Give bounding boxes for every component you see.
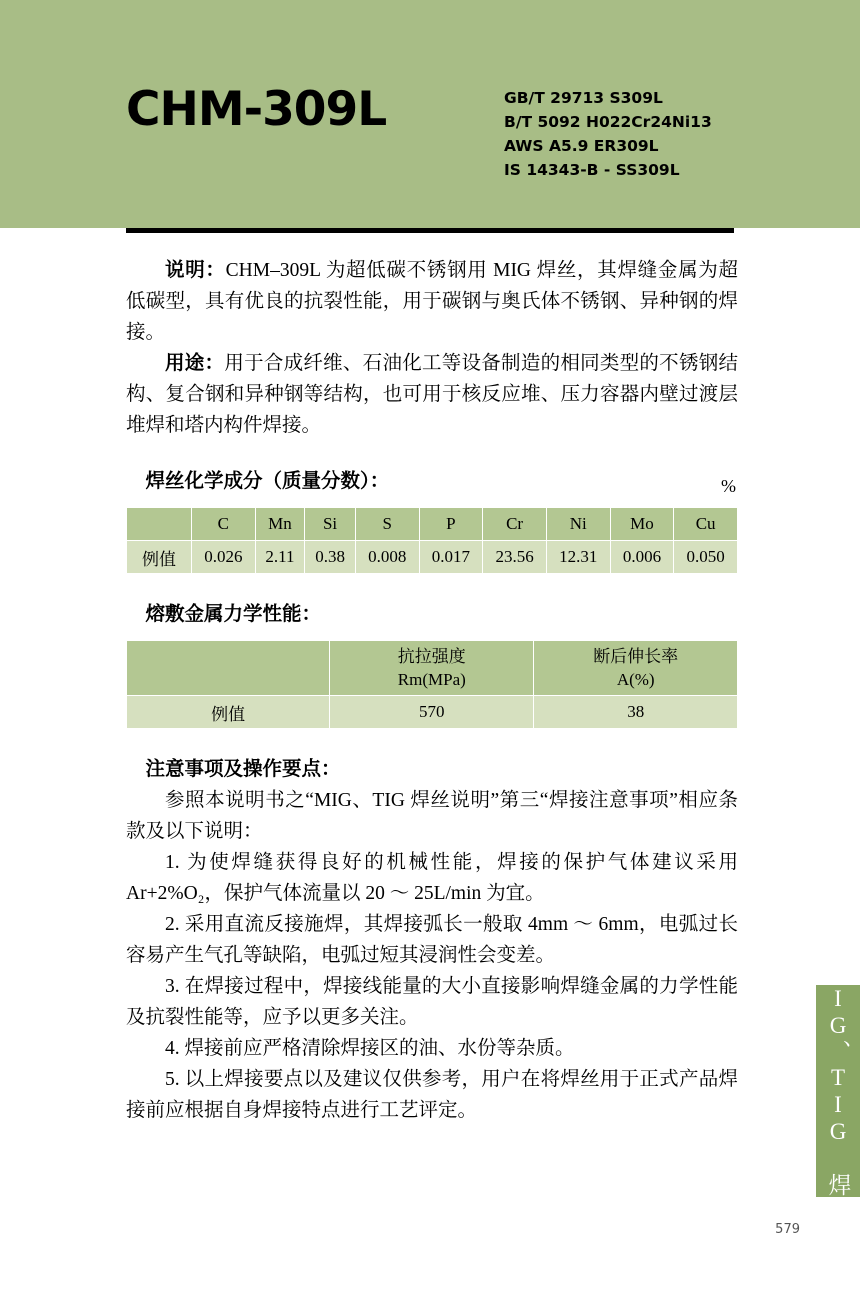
note-item: 1. 为使焊缝获得良好的机械性能，焊接的保护气体建议采用 Ar+2%O₂，保护气体流量以 20 ～ 25L/min 为宜。 <box>126 852 738 904</box>
table-header-row <box>127 508 738 541</box>
row-label: 例值 <box>127 541 192 574</box>
col-header-si: Si <box>305 508 356 541</box>
notes-list <box>126 785 738 1126</box>
standard-item: IS 14343-B - SS309L <box>504 161 680 179</box>
tensile-line1: 抗拉强度 <box>397 647 466 666</box>
elongation-line2: A(%) <box>616 670 655 689</box>
cell-si: 0.38 <box>305 541 356 574</box>
standards-list <box>504 86 734 182</box>
col-header-blank <box>127 508 192 541</box>
col-header-p: P <box>419 508 483 541</box>
usage-paragraph <box>126 348 738 441</box>
section-side-tab <box>816 959 860 1223</box>
note-item: 3. 在焊接过程中，焊接线能量的大小直接影响焊缝金属的力学性能及抗裂性能等，应予以更多关注。 <box>126 976 738 1028</box>
col-header-cu: Cu <box>674 508 738 541</box>
cell-elongation: 38 <box>534 696 738 729</box>
page-number: 579 <box>775 1222 800 1237</box>
description-label: 说明： <box>165 260 226 281</box>
page-title: CHM-309L <box>126 82 387 137</box>
col-header-elongation <box>534 641 738 696</box>
table-row <box>127 541 738 574</box>
notes-lead: 参照本说明书之“MIG、TIG 焊丝说明”第三“焊接注意事项”相应条款及以下说明： <box>126 790 738 842</box>
col-header-mo: Mo <box>610 508 674 541</box>
cell-ni: 12.31 <box>546 541 610 574</box>
cell-c: 0.026 <box>192 541 256 574</box>
table-header-row <box>127 641 738 696</box>
chem-unit-label: % <box>721 476 736 496</box>
usage-text: 用于合成纤维、石油化工等设备制造的相同类型的不锈钢结构、复合钢和异种钢等结构，也可用于核反应堆、压力容器内壁过渡层堆焊和塔内构件焊接。 <box>126 353 738 436</box>
standard-item: AWS A5.9 ER309L <box>504 137 659 155</box>
cell-mo: 0.006 <box>610 541 674 574</box>
cell-mn: 2.11 <box>255 541 305 574</box>
col-header-blank <box>127 641 330 696</box>
cell-s: 0.008 <box>355 541 419 574</box>
mech-section-heading: 熔敷金属力学性能： <box>145 604 322 625</box>
cell-cr: 23.56 <box>483 541 547 574</box>
chem-section-header <box>126 467 738 497</box>
chemical-composition-table <box>126 507 738 574</box>
chem-section-heading: 焊丝化学成分（质量分数）： <box>145 471 390 492</box>
mechanical-properties-table <box>126 640 738 729</box>
col-header-c: C <box>192 508 256 541</box>
col-header-tensile <box>330 641 534 696</box>
side-tab-label: MIG、TIG 焊丝 <box>825 959 851 1223</box>
header-inner <box>126 0 734 228</box>
col-header-s: S <box>355 508 419 541</box>
header-divider <box>126 228 734 233</box>
col-header-ni: Ni <box>546 508 610 541</box>
notes-heading: 注意事项及操作要点： <box>145 759 341 780</box>
col-header-mn: Mn <box>255 508 305 541</box>
standard-item: B/T 5092 H022Cr24Ni13 <box>504 113 712 131</box>
usage-label: 用途： <box>165 353 225 374</box>
col-header-cr: Cr <box>483 508 547 541</box>
header-band <box>0 0 860 228</box>
elongation-line1: 断后伸长率 <box>593 647 679 666</box>
note-item: 5. 以上焊接要点以及建议仅供参考，用户在将焊丝用于正式产品焊接前应根据自身焊接特点进行工艺评定。 <box>126 1069 738 1121</box>
row-label: 例值 <box>127 696 330 729</box>
standard-item: GB/T 29713 S309L <box>504 89 663 107</box>
tensile-line2: Rm(MPa) <box>397 670 466 689</box>
note-item: 2. 采用直流反接施焊，其焊接弧长一般取 4mm ～ 6mm，电弧过长容易产生气孔等缺陷，电弧过短其浸润性会变差。 <box>126 914 738 966</box>
description-paragraph <box>126 255 738 348</box>
note-item: 4. 焊接前应严格清除焊接区的油、水份等杂质。 <box>165 1038 575 1059</box>
description-text: CHM–309L 为超低碳不锈钢用 MIG 焊丝，其焊缝金属为超低碳型，具有优良的抗裂性能，用于碳钢与奥氏体不锈钢、异种钢的焊接。 <box>126 260 738 343</box>
table-row <box>127 696 738 729</box>
cell-p: 0.017 <box>419 541 483 574</box>
cell-cu: 0.050 <box>674 541 738 574</box>
document-content <box>126 255 738 1126</box>
cell-tensile: 570 <box>330 696 534 729</box>
